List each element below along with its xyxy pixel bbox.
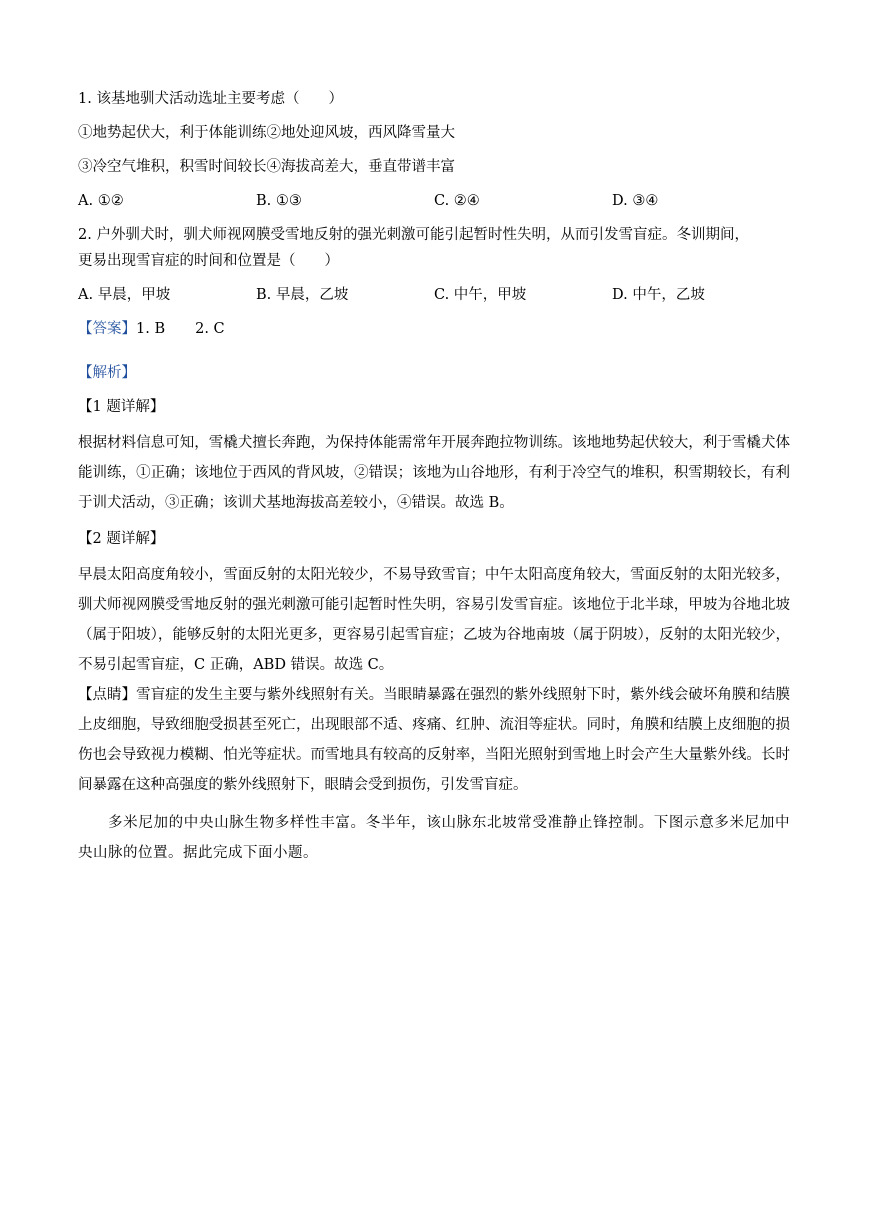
q1-option-c: C. ②④ (434, 193, 480, 209)
q1-option-d: D. ③④ (612, 193, 659, 209)
q1-option-b: B. ①③ (256, 193, 302, 209)
analysis-label-text: 【解析】 (78, 365, 136, 381)
answer-q2: 2. C (195, 321, 225, 337)
note-label: 【点睛】 (78, 687, 137, 703)
q1-options (78, 188, 798, 214)
q1-stem: 1. 该基地驯犬活动选址主要考虑（ ） (78, 91, 343, 107)
q2-detail-text: 早晨太阳高度角较小，雪面反射的太阳光较少，不易导致雪盲；中午太阳高度角较大，雪面反射的太阳光较多，驯犬师视网膜受雪地反射的强光刺激可能引起暂时性失明，容易引发雪盲症。该地位于北半球，甲坡为谷地北坡（属于阳坡），能够反射的太阳光更多，更容易引起雪盲症；乙坡为谷地南坡（属于阴坡），反射的太阳光较少，不易引起雪盲症，C 正确，ABD 错误。故选 C。 (78, 567, 790, 673)
analysis-label (78, 360, 798, 386)
q1-detail-text: 根据材料信息可知，雪橇犬擅长奔跑，为保持体能需常年开展奔跑拉物训练。该地地势起伏较大，利于雪橇犬体能训练，①正确；该地位于西风的背风坡，②错误；该地为山谷地形，有利于冷空气的堆积，积雪期较长，有利于训犬活动，③正确；该训犬基地海拔高差较小，④错误。故选 B。 (78, 435, 790, 511)
q2-option-a: A. 早晨，甲坡 (78, 287, 171, 303)
q1-detail-title: 【1 题详解】 (78, 399, 165, 415)
q1-option-a: A. ①② (78, 193, 124, 209)
note-text: 雪盲症的发生主要与紫外线照射有关。当眼睛暴露在强烈的紫外线照射下时，紫外线会破坏角膜和结膜上皮细胞，导致细胞受损甚至死亡，出现眼部不适、疼痛、红肿、流泪等症状。同时，角膜和结膜上皮细胞的损伤也会导致视力模糊、怕光等症状。而雪地具有较高的反射率，当阳光照射到雪地上时会产生大量紫外线。长时间暴露在这种高强度的紫外线照射下，眼睛会受到损伤，引发雪盲症。 (78, 687, 790, 793)
q2-stem-line1: 2. 户外驯犬时，驯犬师视网膜受雪地反射的强光刺激可能引起暂时性失明，从而引发雪盲症。冬训期间， (78, 227, 749, 243)
q2-stem-line2: 更易出现雪盲症的时间和位置是（ ） (78, 253, 339, 269)
note-paragraph (78, 680, 790, 800)
q1-statement-line2: ③冷空气堆积，积雪时间较长④海拔高差大，垂直带谱丰富 (78, 159, 455, 175)
material-paragraph: 多米尼加的中央山脉生物多样性丰富。冬半年，该山脉东北坡常受准静止锋控制。下图示意多米尼加中央山脉的位置。据此完成下面小题。 (78, 815, 790, 861)
q2-options (78, 282, 798, 308)
document-page (78, 86, 798, 868)
q2-option-c: C. 中午，甲坡 (434, 287, 527, 303)
q2-option-d: D. 中午，乙坡 (612, 287, 705, 303)
q1-statement-line1: ①地势起伏大，利于体能训练②地处迎风坡，西风降雪量大 (78, 125, 455, 141)
q2-option-b: B. 早晨，乙坡 (256, 287, 349, 303)
answer-line (78, 316, 798, 342)
answer-q1: 1. B (136, 321, 166, 337)
q2-detail-title: 【2 题详解】 (78, 531, 165, 547)
answer-label: 【答案】 (78, 321, 136, 337)
